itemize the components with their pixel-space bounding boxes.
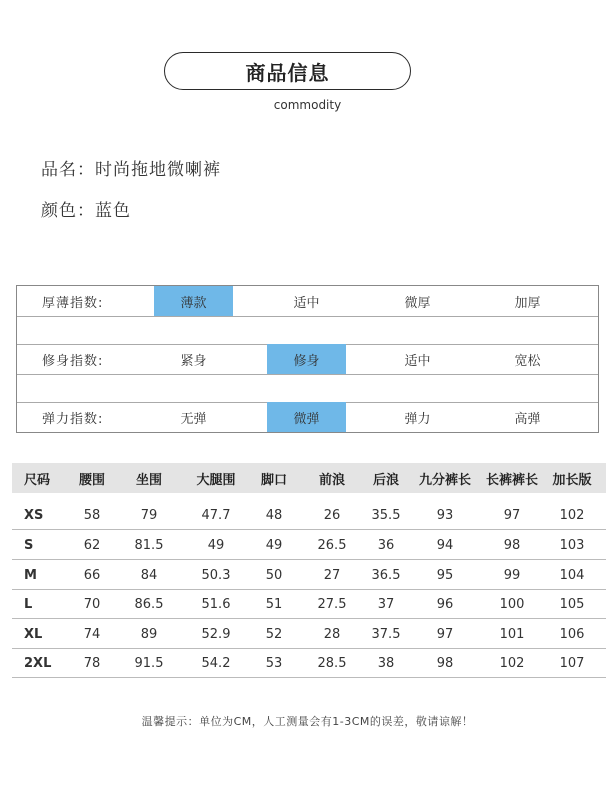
size-value-cell: 脚口	[260, 472, 287, 488]
size-table-row	[12, 649, 606, 678]
size-table-row	[12, 501, 606, 530]
size-value-cell: 98	[503, 538, 521, 553]
size-value-cell: 53	[265, 656, 283, 671]
size-label-cell: 尺码	[24, 472, 51, 488]
size-value-cell: 97	[436, 627, 454, 642]
index-option: 宽松	[514, 353, 541, 369]
product-name: 品名：时尚拖地微喇裤	[41, 160, 221, 180]
size-value-cell: 51.6	[201, 597, 231, 612]
size-value-cell: 100	[499, 597, 525, 612]
index-label: 厚薄指数:	[42, 295, 104, 311]
size-value-cell: 104	[559, 568, 585, 583]
size-value-cell: 74	[83, 627, 101, 642]
size-value-cell: 52.9	[201, 627, 231, 642]
size-value-cell: 101	[499, 627, 525, 642]
size-table-row	[12, 561, 606, 590]
product-color: 颜色：蓝色	[41, 201, 131, 221]
size-value-cell: 九分裤长	[418, 472, 471, 488]
size-table-row	[12, 620, 606, 649]
size-value-cell: 97	[503, 508, 521, 523]
size-label-cell: M	[24, 568, 37, 583]
size-value-cell: 105	[559, 597, 585, 612]
size-value-cell: 96	[436, 597, 454, 612]
size-value-cell: 26.5	[317, 538, 347, 553]
size-value-cell: 加长版	[552, 472, 592, 488]
size-value-cell: 后浪	[372, 472, 399, 488]
index-option-selected: 微弹	[267, 402, 346, 432]
size-value-cell: 94	[436, 538, 454, 553]
size-value-cell: 36	[377, 538, 395, 553]
size-value-cell: 66	[83, 568, 101, 583]
size-value-cell: 81.5	[134, 538, 164, 553]
size-value-cell: 58	[83, 508, 101, 523]
index-row	[17, 344, 598, 374]
size-value-cell: 28	[323, 627, 341, 642]
size-label-cell: L	[24, 597, 33, 612]
size-value-cell: 47.7	[201, 508, 231, 523]
size-value-cell: 38	[377, 656, 395, 671]
size-value-cell: 107	[559, 656, 585, 671]
size-value-cell: 37.5	[371, 627, 401, 642]
index-option: 适中	[293, 295, 320, 311]
size-value-cell: 52	[265, 627, 283, 642]
index-option: 适中	[404, 353, 431, 369]
size-value-cell: 102	[559, 508, 585, 523]
size-table-row	[12, 590, 606, 619]
size-label-cell: XS	[24, 508, 44, 523]
size-table-header	[12, 463, 606, 493]
size-value-cell: 99	[503, 568, 521, 583]
size-value-cell: 28.5	[317, 656, 347, 671]
size-value-cell: 106	[559, 627, 585, 642]
size-value-cell: 84	[140, 568, 158, 583]
section-subtitle: commodity	[273, 98, 342, 112]
size-value-cell: 98	[436, 656, 454, 671]
size-value-cell: 前浪	[318, 472, 345, 488]
size-value-cell: 91.5	[134, 656, 164, 671]
index-option: 加厚	[514, 295, 541, 311]
size-value-cell: 50.3	[201, 568, 231, 583]
size-value-cell: 36.5	[371, 568, 401, 583]
size-value-cell: 27	[323, 568, 341, 583]
index-table	[16, 285, 599, 433]
index-option-selected: 修身	[267, 344, 346, 374]
section-title-text: 商品信息	[245, 60, 330, 85]
size-value-cell: 48	[265, 508, 283, 523]
size-value-cell: 坐围	[135, 472, 162, 488]
size-label-cell: 2XL	[24, 656, 52, 671]
size-value-cell: 49	[265, 538, 283, 553]
section-title	[164, 52, 411, 90]
size-value-cell: 78	[83, 656, 101, 671]
index-row	[17, 286, 598, 316]
size-value-cell: 102	[499, 656, 525, 671]
size-value-cell: 62	[83, 538, 101, 553]
size-value-cell: 长裤裤长	[485, 472, 538, 488]
size-value-cell: 70	[83, 597, 101, 612]
size-value-cell: 27.5	[317, 597, 347, 612]
index-row-divider	[17, 374, 598, 375]
index-option: 无弹	[180, 411, 207, 427]
index-row-divider	[17, 316, 598, 317]
size-value-cell: 大腿围	[196, 472, 236, 488]
index-option: 紧身	[180, 353, 207, 369]
index-option: 微厚	[404, 295, 431, 311]
index-option-selected: 薄款	[154, 286, 233, 316]
index-label: 修身指数:	[42, 353, 104, 369]
index-option: 弹力	[404, 411, 431, 427]
index-option: 高弹	[514, 411, 541, 427]
size-label-cell: S	[24, 538, 34, 553]
measurement-note: 温馨提示：单位为CM，人工测量会有1-3CM的误差，敬请谅解！	[141, 715, 474, 728]
size-label-cell: XL	[24, 627, 43, 642]
size-value-cell: 50	[265, 568, 283, 583]
index-label: 弹力指数:	[42, 411, 104, 427]
size-value-cell: 51	[265, 597, 283, 612]
size-table-row	[12, 531, 606, 560]
index-row	[17, 402, 598, 432]
size-value-cell: 腰围	[78, 472, 105, 488]
size-value-cell: 95	[436, 568, 454, 583]
size-value-cell: 86.5	[134, 597, 164, 612]
size-value-cell: 37	[377, 597, 395, 612]
size-value-cell: 49	[207, 538, 225, 553]
size-value-cell: 93	[436, 508, 454, 523]
size-value-cell: 79	[140, 508, 158, 523]
size-value-cell: 26	[323, 508, 341, 523]
size-value-cell: 54.2	[201, 656, 231, 671]
size-value-cell: 103	[559, 538, 585, 553]
size-value-cell: 35.5	[371, 508, 401, 523]
size-value-cell: 89	[140, 627, 158, 642]
